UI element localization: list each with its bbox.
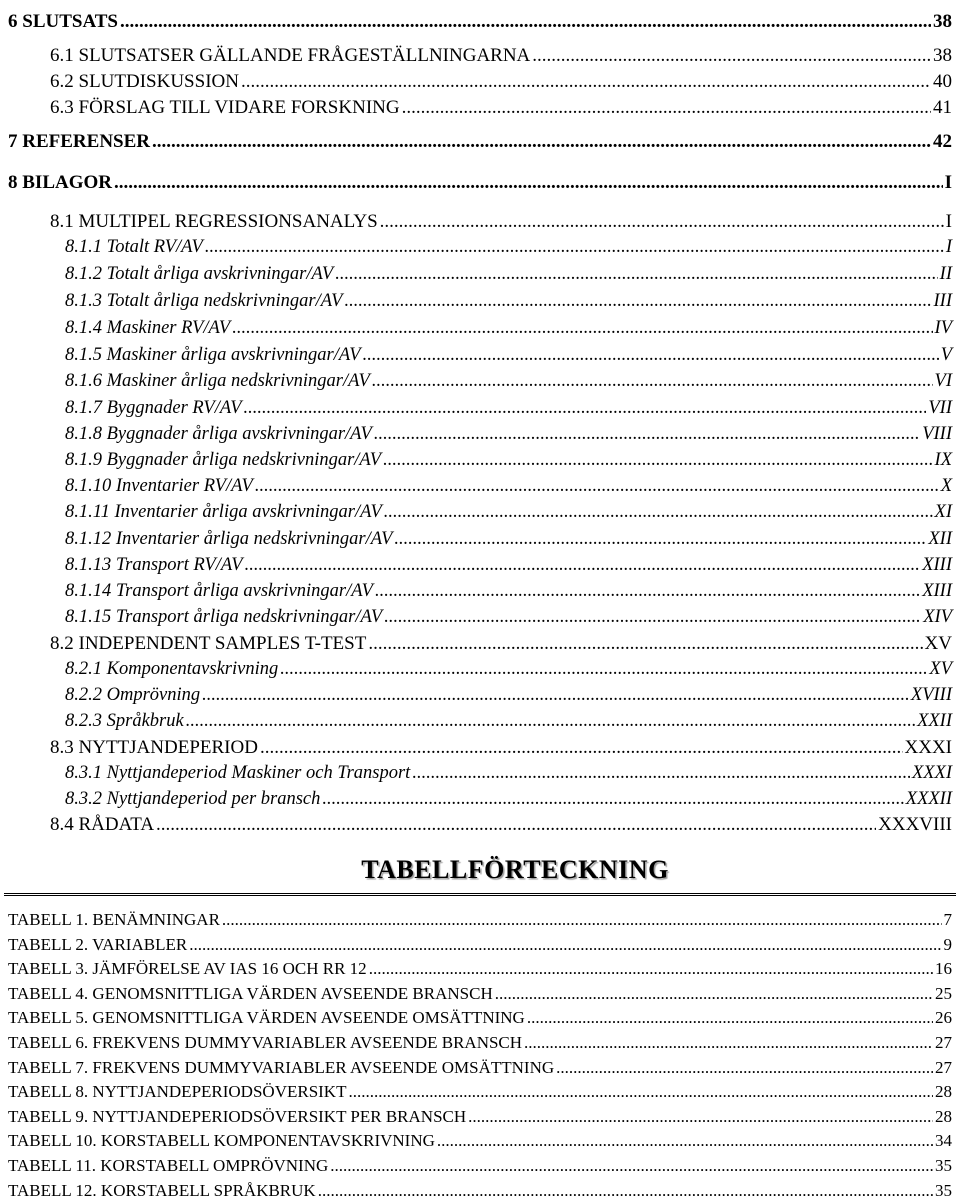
toc-entry[interactable] <box>50 98 952 117</box>
toc-entry[interactable] <box>65 372 952 391</box>
dot-leader <box>344 292 931 311</box>
dot-leader <box>383 451 932 470</box>
entry-label: TABELL 11. KORSTABELL OMPRÖVNING <box>8 1156 329 1175</box>
dot-leader <box>186 712 915 731</box>
entry-label: 8.1.10 Inventarier RV/AV <box>65 476 253 496</box>
page-number: 27 <box>935 1058 952 1077</box>
entry-label: 6.1 SLUTSATSER GÄLLANDE FRÅGESTÄLLNINGARNA <box>50 45 531 66</box>
page-number: 42 <box>933 131 952 152</box>
entry-label: TABELL 2. VARIABLER <box>8 935 188 954</box>
toc-entry[interactable] <box>50 72 952 91</box>
page-number: II <box>939 264 952 284</box>
entry-label: TABELL 9. NYTTJANDEPERIODSÖVERSIKT PER BRANSCH <box>8 1107 467 1126</box>
page-number: VII <box>928 398 952 418</box>
toc-entry[interactable] <box>65 346 952 365</box>
toc-entry[interactable] <box>50 634 952 653</box>
dot-leader <box>369 960 933 977</box>
entry-label: 8 BILAGOR <box>8 172 112 193</box>
dot-leader <box>384 608 921 627</box>
page-number: 40 <box>933 71 952 92</box>
dot-leader <box>384 503 933 522</box>
page-number: 35 <box>935 1156 952 1175</box>
entry-label: 8.1.5 Maskiner årliga avskrivningar/AV <box>65 345 361 365</box>
toc-entry[interactable] <box>65 399 952 418</box>
toc-entry[interactable] <box>65 556 952 575</box>
entry-label: TABELL 6. FREKVENS DUMMYVARIABLER AVSEENDE BRANSCH <box>8 1033 523 1052</box>
dot-leader <box>374 425 920 444</box>
dot-leader <box>152 132 931 151</box>
page-number: XXXI <box>911 763 952 783</box>
dot-leader <box>241 72 931 91</box>
page-number: XIII <box>922 555 952 575</box>
page-number: 16 <box>935 959 952 978</box>
page-number: 38 <box>933 45 952 66</box>
page-number: 27 <box>935 1033 952 1052</box>
toc-entry[interactable] <box>65 319 952 338</box>
page-number: 28 <box>935 1107 952 1126</box>
page-number: 34 <box>935 1131 952 1150</box>
table-list-entry[interactable] <box>8 1157 952 1174</box>
entry-label: 8.1.7 Byggnader RV/AV <box>65 398 242 418</box>
toc-entry[interactable] <box>65 660 952 679</box>
table-list-entry[interactable] <box>8 1034 952 1051</box>
dot-leader <box>348 1083 933 1100</box>
toc-entry[interactable] <box>65 608 952 627</box>
table-list-entry[interactable] <box>8 1132 952 1149</box>
dot-leader <box>468 1108 933 1125</box>
page-number: X <box>940 476 952 496</box>
page-number: XXXVIII <box>878 814 952 835</box>
toc-entry[interactable] <box>8 173 952 192</box>
dot-leader <box>255 477 939 496</box>
toc-entry[interactable] <box>65 503 952 522</box>
page-number: 35 <box>935 1181 952 1200</box>
dot-leader <box>556 1059 933 1076</box>
heading-divider <box>4 893 956 896</box>
dot-leader <box>363 346 939 365</box>
entry-label: 6.2 SLUTDISKUSSION <box>50 71 239 92</box>
dot-leader <box>372 372 933 391</box>
page-number: I <box>944 172 952 193</box>
entry-label: 8.1.2 Totalt årliga avskrivningar/AV <box>65 264 334 284</box>
toc-entry[interactable] <box>65 238 952 257</box>
page-number: XXXII <box>905 789 952 809</box>
entry-label: 8.1.6 Maskiner årliga nedskrivningar/AV <box>65 371 370 391</box>
toc-entry[interactable] <box>8 132 952 151</box>
table-list-entry[interactable] <box>8 1108 952 1125</box>
page-number: 26 <box>935 1008 952 1027</box>
page-number: XII <box>928 529 952 549</box>
dot-leader <box>437 1132 933 1149</box>
page-number: 38 <box>933 11 952 32</box>
page-number: 7 <box>943 910 952 929</box>
entry-label: 8.2 INDEPENDENT SAMPLES T-TEST <box>50 633 367 654</box>
entry-label: 8.1.14 Transport årliga avskrivningar/AV <box>65 581 373 601</box>
table-list-entry[interactable] <box>8 985 952 1002</box>
entry-label: 6.3 FÖRSLAG TILL VIDARE FORSKNING <box>50 97 400 118</box>
entry-label: 8.3 NYTTJANDEPERIOD <box>50 737 258 758</box>
entry-label: 8.3.2 Nyttjandeperiod per bransch <box>65 789 321 809</box>
page-number: I <box>945 211 952 232</box>
page-number: XXXI <box>904 737 952 758</box>
dot-leader <box>202 686 909 705</box>
toc-entry[interactable] <box>65 477 952 496</box>
tables-heading: TABELLFÖRTECKNING <box>361 855 669 884</box>
dot-leader <box>245 556 921 575</box>
dot-leader <box>318 1182 933 1199</box>
dot-leader <box>260 738 903 757</box>
toc-entry[interactable] <box>65 582 952 601</box>
dot-leader <box>335 265 937 284</box>
table-list-entry[interactable] <box>8 1009 952 1026</box>
dot-leader <box>380 212 944 231</box>
toc-entry[interactable] <box>50 46 952 65</box>
dot-leader <box>524 1034 933 1051</box>
toc-entry[interactable] <box>50 738 952 757</box>
toc-entry[interactable] <box>50 212 952 231</box>
entry-label: 8.2.2 Omprövning <box>65 685 201 705</box>
toc-entry[interactable] <box>65 530 952 549</box>
entry-label: TABELL 12. KORSTABELL SPRÅKBRUK <box>8 1181 316 1200</box>
entry-label: 8.1.3 Totalt årliga nedskrivningar/AV <box>65 291 343 311</box>
page-number: III <box>933 291 952 311</box>
dot-leader <box>156 815 876 834</box>
dot-leader <box>532 46 931 65</box>
table-list-entry[interactable] <box>8 1059 952 1076</box>
table-list-entry[interactable] <box>8 1083 952 1100</box>
toc-entry[interactable] <box>65 712 952 731</box>
page-number: 28 <box>935 1082 952 1101</box>
entry-label: 8.1.12 Inventarier årliga nedskrivningar/AV <box>65 529 393 549</box>
dot-leader <box>222 911 942 928</box>
dot-leader <box>330 1157 933 1174</box>
dot-leader <box>244 399 927 418</box>
page-number: XI <box>934 502 952 522</box>
page-number: VIII <box>922 424 952 444</box>
dot-leader <box>394 530 926 549</box>
dot-leader <box>120 12 931 31</box>
toc-entry[interactable] <box>65 292 952 311</box>
page-number: V <box>940 345 952 365</box>
dot-leader <box>322 790 903 809</box>
entry-label: 8.1.1 Totalt RV/AV <box>65 237 203 257</box>
page-number: 25 <box>935 984 952 1003</box>
dot-leader <box>189 936 941 953</box>
entry-label: 8.1.11 Inventarier årliga avskrivningar/AV <box>65 502 382 522</box>
table-list-entry[interactable] <box>8 1182 952 1199</box>
dot-leader <box>527 1009 933 1026</box>
entry-label: 8.4 RÅDATA <box>50 814 155 835</box>
entry-label: 8.1 MULTIPEL REGRESSIONSANALYS <box>50 211 378 232</box>
page-number: XIV <box>923 607 952 627</box>
toc-entry[interactable] <box>50 815 952 834</box>
dot-leader <box>280 660 927 679</box>
page-number: XV <box>929 659 952 679</box>
page-number: 41 <box>933 97 952 118</box>
dot-leader <box>205 238 944 257</box>
page-number: I <box>945 237 952 257</box>
entry-label: TABELL 10. KORSTABELL KOMPONENTAVSKRIVNING <box>8 1131 435 1150</box>
dot-leader <box>412 764 910 783</box>
entry-label: 7 REFERENSER <box>8 131 150 152</box>
page-number: XVIII <box>910 685 952 705</box>
dot-leader <box>232 319 932 338</box>
entry-label: TABELL 1. BENÄMNINGAR <box>8 910 220 929</box>
entry-label: 8.1.15 Transport årliga nedskrivningar/AV <box>65 607 383 627</box>
toc-entry[interactable] <box>65 425 952 444</box>
entry-label: 8.1.4 Maskiner RV/AV <box>65 318 231 338</box>
entry-label: TABELL 3. JÄMFÖRELSE AV IAS 16 OCH RR 12 <box>8 959 367 978</box>
toc-entry[interactable] <box>65 451 952 470</box>
dot-leader <box>495 985 933 1002</box>
table-list-entry[interactable] <box>8 960 952 977</box>
page-number: VI <box>934 371 952 391</box>
page-number: IX <box>934 450 952 470</box>
toc-entry[interactable] <box>8 12 952 31</box>
dot-leader <box>402 98 931 117</box>
entry-label: TABELL 4. GENOMSNITTLIGA VÄRDEN AVSEENDE BRANSCH <box>8 984 493 1003</box>
entry-label: 8.1.13 Transport RV/AV <box>65 555 243 575</box>
table-list-entry[interactable] <box>8 936 952 953</box>
entry-label: 8.2.3 Språkbruk <box>65 711 184 731</box>
page-number: IV <box>934 318 952 338</box>
page-number: XIII <box>922 581 952 601</box>
entry-label: TABELL 8. NYTTJANDEPERIODSÖVERSIKT <box>8 1082 347 1101</box>
entry-label: 8.1.8 Byggnader årliga avskrivningar/AV <box>65 424 372 444</box>
entry-label: 8.1.9 Byggnader årliga nedskrivningar/AV <box>65 450 382 470</box>
entry-label: TABELL 5. GENOMSNITTLIGA VÄRDEN AVSEENDE OMSÄTTNING <box>8 1008 525 1027</box>
toc-entry[interactable] <box>65 790 952 809</box>
page-number: XXII <box>917 711 952 731</box>
dot-leader <box>368 634 922 653</box>
dot-leader <box>375 582 920 601</box>
entry-label: 8.2.1 Komponentavskrivning <box>65 659 279 679</box>
toc-entry[interactable] <box>65 265 952 284</box>
page-number: 9 <box>943 935 952 954</box>
entry-label: 8.3.1 Nyttjandeperiod Maskiner och Transport <box>65 763 411 783</box>
dot-leader <box>114 173 943 192</box>
toc-entry[interactable] <box>65 764 952 783</box>
entry-label: TABELL 7. FREKVENS DUMMYVARIABLER AVSEENDE OMSÄTTNING <box>8 1058 555 1077</box>
table-list-entry[interactable] <box>8 911 952 928</box>
toc-entry[interactable] <box>65 686 952 705</box>
entry-label: 6 SLUTSATS <box>8 11 119 32</box>
page-number: XV <box>924 633 952 654</box>
